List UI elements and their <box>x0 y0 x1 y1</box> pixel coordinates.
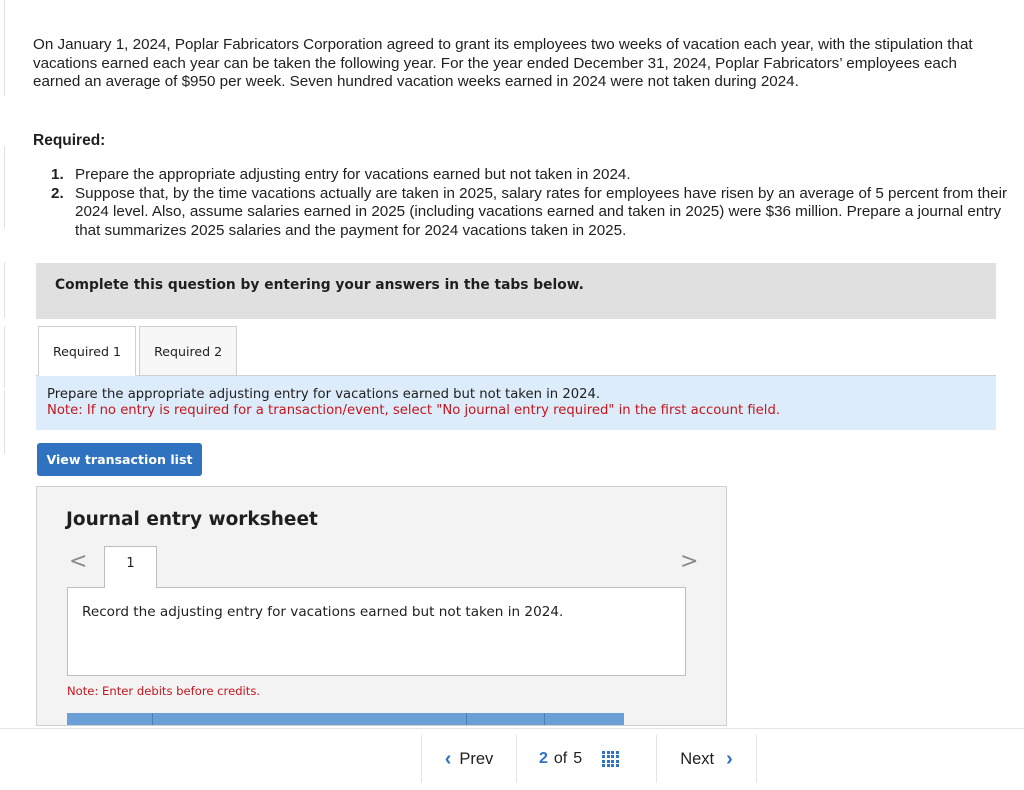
view-transaction-list-button[interactable]: View transaction list <box>37 443 202 476</box>
required-item-number: 1. <box>51 166 64 183</box>
next-button[interactable] <box>656 735 757 783</box>
required-item-text: Suppose that, by the time vacations actually are taken in 2025, salary rates for employees have risen by an average of 5 percent from their 2024 level. Also, assume salaries earned in 2025 (including vacations earned and taken in 2025) were $36 million. Prepare a journal entry that summarizes 2025 salaries and the payment for 2024 vacations taken in 2025. <box>75 184 1008 239</box>
instruction-note: Note: If no entry is required for a transaction/event, select "No journal entry required" in the first account field. <box>47 403 781 418</box>
chevron-left-icon: ‹ <box>444 747 452 770</box>
required-item-number: 2. <box>51 184 64 202</box>
instruction-bar: Complete this question by entering your answers in the tabs below. <box>36 263 996 319</box>
required-heading: Required: <box>33 132 106 149</box>
page-indicator[interactable] <box>539 735 619 783</box>
worksheet-note: Note: Enter debits before credits. <box>67 684 261 698</box>
instruction-box <box>36 376 996 430</box>
tab-required-2[interactable]: Required 2 <box>139 326 237 376</box>
chevron-right-icon[interactable]: > <box>680 549 699 574</box>
required-tabs <box>38 326 240 376</box>
page-current: 2 <box>539 750 548 767</box>
prev-label: Prev <box>459 749 494 768</box>
prev-button[interactable] <box>421 735 517 783</box>
page-total: 5 <box>573 750 583 767</box>
worksheet-title: Journal entry worksheet <box>66 509 318 530</box>
question-text: On January 1, 2024, Poplar Fabricators Corporation agreed to grant its employees two weeks of vacation each year, with the stipulation that vacations earned each year can be taken the following year. For the year ended December 31, 2024, Poplar Fabricators’ employees each earned an average of $950 per week. Seven hundred vacation weeks earned in 2024 were not taken during 2024. <box>33 36 973 91</box>
chevron-right-icon: › <box>726 747 733 770</box>
worksheet-entry-tab[interactable]: 1 <box>104 546 157 588</box>
required-item <box>51 185 1017 241</box>
required-item <box>51 166 1017 185</box>
next-label: Next <box>680 749 715 768</box>
worksheet-entry-description: Record the adjusting entry for vacations earned but not taken in 2024. <box>67 587 686 676</box>
journal-entry-worksheet <box>36 486 727 726</box>
grid-icon <box>602 751 619 768</box>
page-of: of <box>553 750 568 767</box>
chevron-left-icon[interactable]: < <box>69 549 88 574</box>
instruction-text: Prepare the appropriate adjusting entry for vacations earned but not taken in 2024. <box>47 387 601 402</box>
bottom-navigation <box>0 728 1024 790</box>
required-item-text: Prepare the appropriate adjusting entry for vacations earned but not taken in 2024. <box>75 166 631 183</box>
journal-table-header <box>67 713 624 726</box>
required-list <box>51 166 1017 240</box>
tab-required-1[interactable]: Required 1 <box>38 326 136 376</box>
